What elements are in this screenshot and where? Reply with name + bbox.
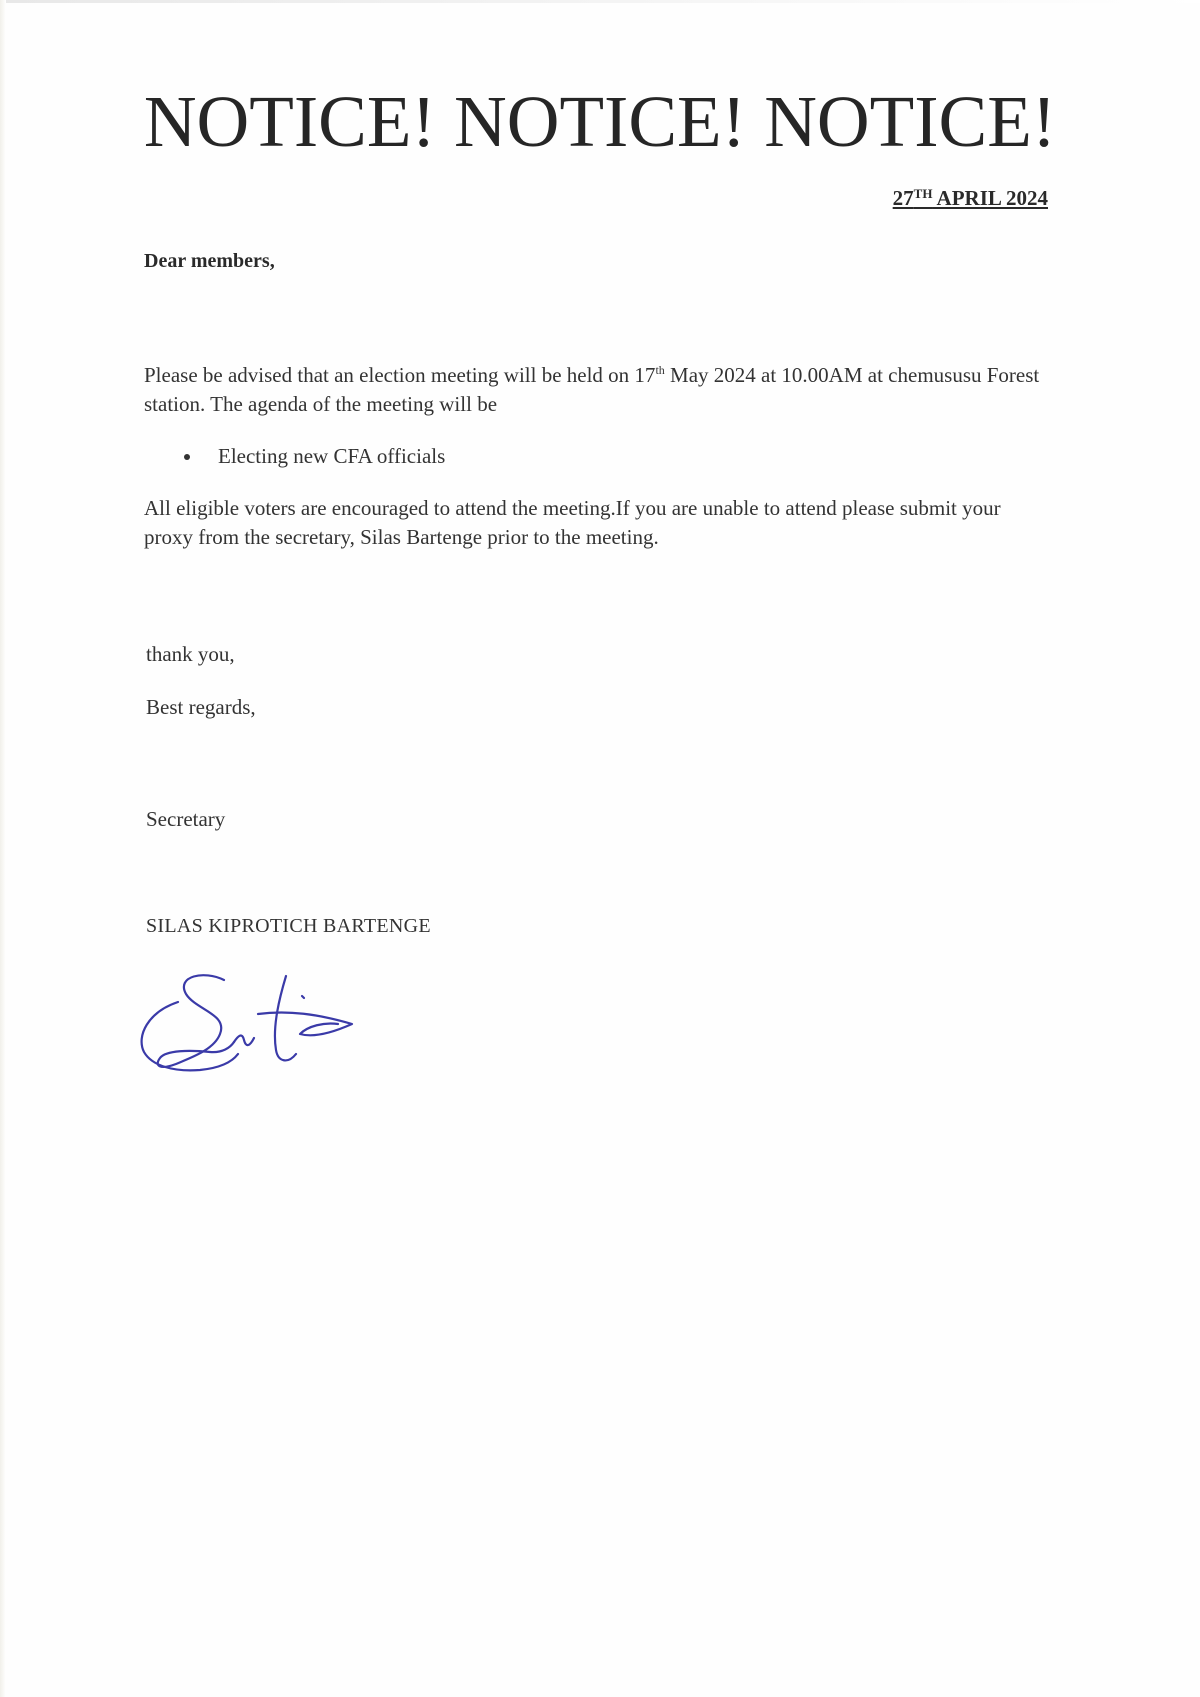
notice-date bbox=[893, 186, 1048, 211]
notice-title: NOTICE! NOTICE! NOTICE! bbox=[143, 81, 1057, 162]
date-suffix: TH bbox=[913, 186, 933, 201]
salutation: Dear members, bbox=[144, 250, 275, 272]
agenda-item bbox=[180, 442, 445, 471]
announcement-ordinal-suffix: th bbox=[655, 363, 665, 377]
scan-top-edge bbox=[0, 0, 1200, 3]
signatory-role: Secretary bbox=[146, 807, 226, 831]
date-day: 27 bbox=[892, 186, 914, 210]
scan-left-edge bbox=[0, 0, 6, 1697]
agenda-list bbox=[180, 442, 445, 471]
voters-paragraph: All eligible voters are encouraged to attend the meeting.If you are unable to attend please submit your proxy from the secretary, Silas Bartenge prior to the meeting. bbox=[144, 496, 1001, 549]
handwritten-signature bbox=[138, 966, 398, 1106]
meeting-announcement-paragraph bbox=[144, 356, 1044, 419]
agenda-item-text: Electing new CFA officials bbox=[218, 444, 446, 468]
announcement-text-end: May 2024 at 10.00AM at chemususu Forest station. The agenda of the meeting will be bbox=[144, 363, 1040, 416]
date-month-year: APRIL 2024 bbox=[932, 186, 1048, 210]
closing-thanks: thank you, bbox=[146, 642, 235, 666]
closing-regards: Best regards, bbox=[146, 695, 256, 719]
bullet-icon bbox=[184, 454, 190, 460]
signatory-name: SILAS KIPROTICH BARTENGE bbox=[146, 915, 431, 937]
announcement-text-start: Please be advised that an election meeting will be held on 17 bbox=[144, 363, 656, 387]
